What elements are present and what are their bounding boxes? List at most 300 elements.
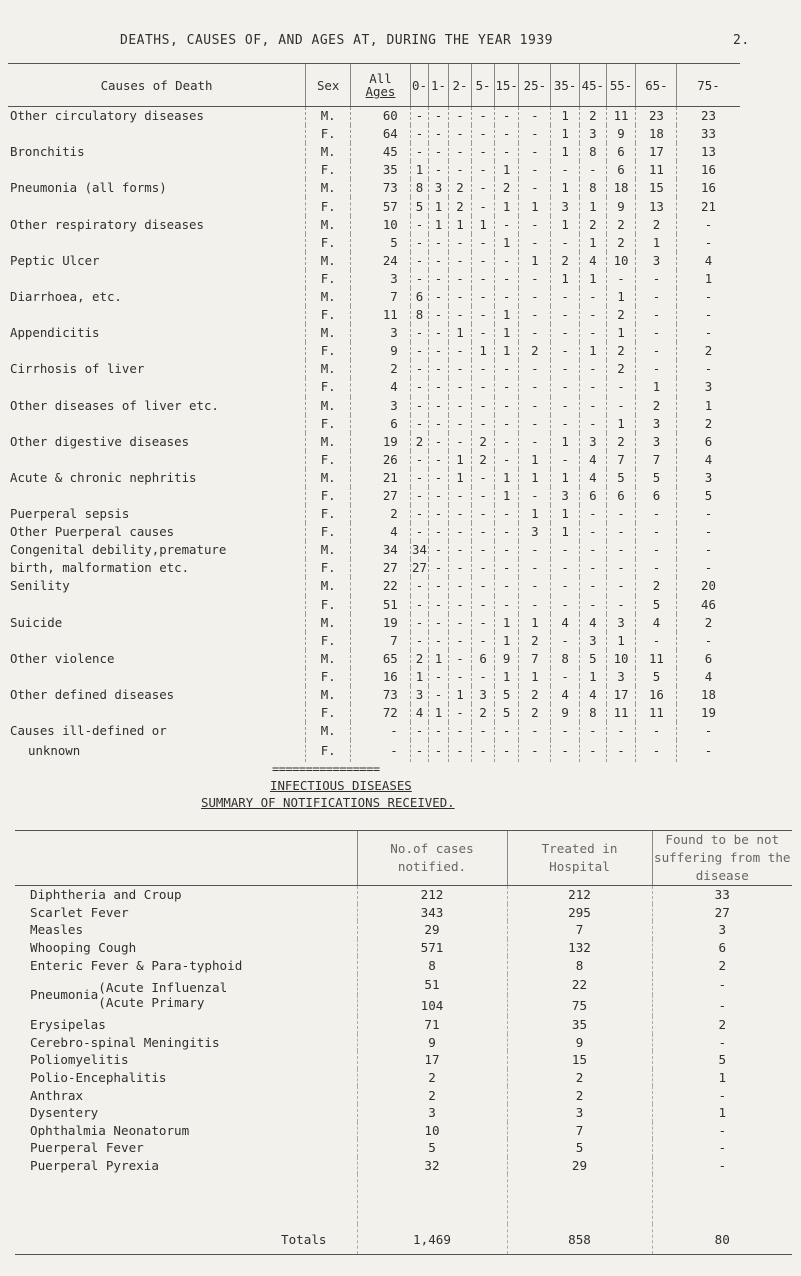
value-cell: 20 xyxy=(677,577,740,595)
value-cell: 3 xyxy=(652,921,792,939)
page-number: 2. xyxy=(733,33,750,48)
value-cell: - xyxy=(410,324,428,342)
cause-cell xyxy=(8,451,306,469)
value-cell: 8 xyxy=(579,704,606,722)
totals-value: 80 xyxy=(652,1224,792,1255)
table-row xyxy=(8,451,793,469)
value-cell: - xyxy=(410,451,428,469)
value-cell: 9 xyxy=(507,1034,652,1052)
blank-cell xyxy=(357,1174,507,1224)
value-cell: 34 xyxy=(410,541,428,559)
value-cell: 11 xyxy=(606,704,636,722)
value-cell: 1 xyxy=(494,234,519,252)
value-cell: 2 xyxy=(606,306,636,324)
value-cell: 1 xyxy=(519,505,551,523)
value-cell: - xyxy=(579,559,606,577)
value-cell: - xyxy=(410,505,428,523)
value-cell: - xyxy=(472,523,495,541)
value-cell: - xyxy=(606,541,636,559)
value-cell: 5 xyxy=(636,668,677,686)
value-cell: - xyxy=(677,324,740,342)
value-cell: 8 xyxy=(579,179,606,197)
value-cell: 571 xyxy=(357,939,507,957)
value-cell: 17 xyxy=(636,143,677,161)
value-cell: 1 xyxy=(494,342,519,360)
value-cell: - xyxy=(677,216,740,234)
value-cell: 5 xyxy=(636,596,677,614)
value-cell: - xyxy=(472,397,495,415)
column-header: Sex xyxy=(306,64,351,107)
sex-cell: M. xyxy=(306,179,351,197)
value-cell: - xyxy=(606,523,636,541)
value-cell: 33 xyxy=(652,886,792,904)
value-cell: - xyxy=(410,487,428,505)
cause-cell: Other diseases of liver etc. xyxy=(10,397,219,413)
value-cell: - xyxy=(448,487,472,505)
value-cell: 5 xyxy=(652,1051,792,1069)
value-cell: - xyxy=(494,740,519,762)
value-cell: - xyxy=(448,596,472,614)
value-cell: - xyxy=(551,360,580,378)
table-row xyxy=(8,614,793,632)
value-cell: - xyxy=(410,143,428,161)
disease-cell: Whooping Cough xyxy=(30,940,137,956)
cause-cell xyxy=(8,125,306,143)
value-cell: - xyxy=(429,559,448,577)
value-cell: - xyxy=(429,523,448,541)
value-cell: 27 xyxy=(410,559,428,577)
value-cell: - xyxy=(448,577,472,595)
value-cell: 4 xyxy=(677,668,740,686)
value-cell: 19 xyxy=(351,433,411,451)
value-cell: - xyxy=(551,397,580,415)
value-cell: - xyxy=(519,216,551,234)
value-cell: - xyxy=(551,324,580,342)
cause-cell: Bronchitis xyxy=(10,144,85,160)
value-cell: - xyxy=(579,324,606,342)
column-header: Found to be not suffering from the disease xyxy=(652,831,792,886)
value-cell: - xyxy=(429,360,448,378)
value-cell: - xyxy=(429,541,448,559)
value-cell: 1 xyxy=(606,324,636,342)
cause-cell xyxy=(8,270,306,288)
value-cell: 1 xyxy=(636,234,677,252)
value-cell: - xyxy=(579,722,606,740)
value-cell: 3 xyxy=(357,1104,507,1122)
value-cell: - xyxy=(429,143,448,161)
table-row xyxy=(15,1034,792,1052)
value-cell: - xyxy=(519,161,551,179)
infectious-header-row xyxy=(15,831,792,886)
value-cell: - xyxy=(410,632,428,650)
column-header: Causes of Death xyxy=(8,64,306,107)
value-cell: 1 xyxy=(519,668,551,686)
blank-cell xyxy=(507,1174,652,1224)
value-cell: 2 xyxy=(677,342,740,360)
value-cell: - xyxy=(472,415,495,433)
cause-cell xyxy=(8,487,306,505)
value-cell: - xyxy=(429,324,448,342)
column-header xyxy=(15,831,357,886)
value-cell: 1 xyxy=(551,143,580,161)
value-cell: 6 xyxy=(410,288,428,306)
value-cell: - xyxy=(448,740,472,762)
value-cell: - xyxy=(448,704,472,722)
value-cell: - xyxy=(494,270,519,288)
value-cell: - xyxy=(636,505,677,523)
value-cell: - xyxy=(410,596,428,614)
column-header: Treated in Hospital xyxy=(507,831,652,886)
value-cell: - xyxy=(606,740,636,762)
value-cell: 18 xyxy=(636,125,677,143)
value-cell: - xyxy=(448,342,472,360)
value-cell: - xyxy=(410,270,428,288)
value-cell: 4 xyxy=(677,451,740,469)
sex-cell: F. xyxy=(306,704,351,722)
value-cell: - xyxy=(606,378,636,396)
value-cell: 2 xyxy=(519,342,551,360)
value-cell: 13 xyxy=(677,143,740,161)
value-cell: - xyxy=(448,270,472,288)
column-header: 0- xyxy=(410,64,428,107)
value-cell: - xyxy=(410,252,428,270)
value-cell: - xyxy=(472,360,495,378)
value-cell: 295 xyxy=(507,904,652,922)
value-cell: 18 xyxy=(606,179,636,197)
value-cell: 1 xyxy=(551,469,580,487)
totals-value: 858 xyxy=(507,1224,652,1255)
value-cell: 3 xyxy=(351,270,411,288)
value-cell: - xyxy=(448,252,472,270)
value-cell: 1 xyxy=(551,433,580,451)
value-cell: 35 xyxy=(351,161,411,179)
value-cell: - xyxy=(429,577,448,595)
value-cell: 2 xyxy=(636,216,677,234)
value-cell: 8 xyxy=(410,179,428,197)
value-cell: 2 xyxy=(519,686,551,704)
value-cell: - xyxy=(551,596,580,614)
value-cell: - xyxy=(448,378,472,396)
disease-cell: Ophthalmia Neonatorum xyxy=(30,1122,190,1138)
value-cell: 22 xyxy=(351,577,411,595)
table-row xyxy=(8,523,793,541)
pneumonia-subtype: (Acute Influenzal xyxy=(98,979,228,995)
sex-cell: F. xyxy=(306,306,351,324)
value-cell: - xyxy=(472,487,495,505)
value-cell: 6 xyxy=(606,143,636,161)
value-cell: 2 xyxy=(579,216,606,234)
sex-cell: F. xyxy=(306,270,351,288)
column-header: 5- xyxy=(472,64,495,107)
value-cell: 10 xyxy=(606,252,636,270)
value-cell: - xyxy=(410,107,428,126)
value-cell: - xyxy=(410,722,428,740)
value-cell: 26 xyxy=(351,451,411,469)
cause-cell: Cirrhosis of liver xyxy=(10,361,145,377)
value-cell: - xyxy=(429,505,448,523)
value-cell: 21 xyxy=(351,469,411,487)
value-cell: - xyxy=(519,288,551,306)
value-cell: - xyxy=(677,306,740,324)
value-cell: 1 xyxy=(494,324,519,342)
table-row xyxy=(8,650,793,668)
value-cell: 2 xyxy=(410,650,428,668)
value-cell: - xyxy=(519,397,551,415)
table-row xyxy=(15,1157,792,1175)
value-cell: - xyxy=(351,740,411,762)
value-cell: - xyxy=(494,125,519,143)
value-cell: - xyxy=(494,596,519,614)
value-cell: - xyxy=(519,541,551,559)
column-header: 55- xyxy=(606,64,636,107)
spacer-row xyxy=(15,1174,792,1224)
table-row xyxy=(8,433,793,451)
value-cell: 60 xyxy=(351,107,411,126)
value-cell: 4 xyxy=(677,252,740,270)
value-cell: 3 xyxy=(429,179,448,197)
value-cell: 4 xyxy=(579,686,606,704)
value-cell: - xyxy=(519,577,551,595)
value-cell: - xyxy=(636,306,677,324)
value-cell: 1 xyxy=(677,270,740,288)
value-cell: - xyxy=(677,740,740,762)
value-cell: 11 xyxy=(606,107,636,126)
value-cell: - xyxy=(448,505,472,523)
value-cell: - xyxy=(494,288,519,306)
value-cell: - xyxy=(636,324,677,342)
table-row xyxy=(8,143,793,161)
cause-cell: Appendicitis xyxy=(10,325,100,341)
value-cell: - xyxy=(429,125,448,143)
value-cell: - xyxy=(429,378,448,396)
value-cell: 32 xyxy=(357,1157,507,1175)
value-cell: - xyxy=(551,722,580,740)
sex-cell: M. xyxy=(306,722,351,740)
value-cell: 8 xyxy=(551,650,580,668)
value-cell: 1 xyxy=(606,632,636,650)
value-cell: - xyxy=(429,397,448,415)
value-cell: 19 xyxy=(351,614,411,632)
cause-cell xyxy=(8,596,306,614)
value-cell: 8 xyxy=(410,306,428,324)
sex-cell: F. xyxy=(306,668,351,686)
table-row xyxy=(15,1139,792,1157)
value-cell: 2 xyxy=(519,704,551,722)
value-cell: 5 xyxy=(494,704,519,722)
value-cell: - xyxy=(448,433,472,451)
value-cell: 3 xyxy=(606,668,636,686)
sex-cell: M. xyxy=(306,288,351,306)
value-cell: 1 xyxy=(579,668,606,686)
table-row xyxy=(15,921,792,939)
value-cell: - xyxy=(429,686,448,704)
sex-cell: M. xyxy=(306,686,351,704)
value-cell: - xyxy=(579,596,606,614)
sex-cell: F. xyxy=(306,342,351,360)
value-cell: 2 xyxy=(606,433,636,451)
value-cell: 4 xyxy=(410,704,428,722)
value-cell: 2 xyxy=(606,216,636,234)
table-row xyxy=(15,1069,792,1087)
value-cell: 2 xyxy=(472,433,495,451)
cause-cell xyxy=(8,234,306,252)
value-cell: 5 xyxy=(357,1139,507,1157)
value-cell: 7 xyxy=(606,451,636,469)
value-cell: - xyxy=(519,324,551,342)
disease-cell: Polio-Encephalitis xyxy=(30,1070,167,1086)
value-cell: 51 xyxy=(357,974,507,995)
value-cell: - xyxy=(448,650,472,668)
value-cell: - xyxy=(579,505,606,523)
value-cell: 16 xyxy=(636,686,677,704)
value-cell: 1 xyxy=(519,252,551,270)
sex-cell: F. xyxy=(306,415,351,433)
value-cell: - xyxy=(579,360,606,378)
value-cell: 5 xyxy=(579,650,606,668)
value-cell: - xyxy=(351,722,411,740)
table-row xyxy=(8,577,793,595)
value-cell: - xyxy=(519,360,551,378)
value-cell: 1 xyxy=(606,288,636,306)
value-cell: - xyxy=(606,577,636,595)
table-row xyxy=(15,1051,792,1069)
cause-cell: Senility xyxy=(10,578,70,594)
value-cell: 212 xyxy=(507,886,652,904)
value-cell: - xyxy=(494,559,519,577)
value-cell: - xyxy=(472,179,495,197)
sex-cell: F. xyxy=(306,523,351,541)
cause-cell xyxy=(8,197,306,215)
value-cell: 1 xyxy=(652,1069,792,1087)
value-cell: 18 xyxy=(677,686,740,704)
value-cell: - xyxy=(448,415,472,433)
value-cell: - xyxy=(551,668,580,686)
value-cell: - xyxy=(410,360,428,378)
value-cell: - xyxy=(579,523,606,541)
table-row xyxy=(8,270,793,288)
value-cell: - xyxy=(448,722,472,740)
value-cell: - xyxy=(448,397,472,415)
table-row xyxy=(8,342,793,360)
value-cell: - xyxy=(519,596,551,614)
value-cell: - xyxy=(579,306,606,324)
value-cell: - xyxy=(652,1034,792,1052)
value-cell: - xyxy=(410,378,428,396)
value-cell: 27 xyxy=(351,487,411,505)
value-cell: 4 xyxy=(351,523,411,541)
table-row xyxy=(8,740,793,762)
value-cell: - xyxy=(677,505,740,523)
value-cell: - xyxy=(472,668,495,686)
value-cell: - xyxy=(551,541,580,559)
value-cell: - xyxy=(472,107,495,126)
value-cell: - xyxy=(494,415,519,433)
value-cell: - xyxy=(429,161,448,179)
sex-cell: M. xyxy=(306,143,351,161)
value-cell: 1 xyxy=(472,216,495,234)
value-cell: - xyxy=(494,143,519,161)
value-cell: 33 xyxy=(677,125,740,143)
value-cell: 1 xyxy=(652,1104,792,1122)
cause-cell: Acute & chronic nephritis xyxy=(10,469,197,485)
sex-cell: M. xyxy=(306,397,351,415)
cause-cell: Causes ill-defined or xyxy=(10,723,167,739)
blank-cell xyxy=(652,1174,792,1224)
table-row xyxy=(8,234,793,252)
value-cell: - xyxy=(636,270,677,288)
cause-cell: Congenital debility,premature xyxy=(10,542,227,558)
value-cell: 1 xyxy=(579,270,606,288)
value-cell: 10 xyxy=(606,650,636,668)
disease-cell: Enteric Fever & Para-typhoid xyxy=(30,957,243,973)
value-cell: 1 xyxy=(494,469,519,487)
totals-value: 1,469 xyxy=(357,1224,507,1255)
sex-cell: F. xyxy=(306,559,351,577)
value-cell: - xyxy=(472,234,495,252)
value-cell: 343 xyxy=(357,904,507,922)
value-cell: 6 xyxy=(606,487,636,505)
value-cell: 1 xyxy=(494,306,519,324)
value-cell: - xyxy=(652,1086,792,1104)
value-cell: 29 xyxy=(357,921,507,939)
value-cell: - xyxy=(606,505,636,523)
value-cell: 5 xyxy=(410,197,428,215)
value-cell: 22 xyxy=(507,974,652,995)
value-cell: - xyxy=(519,378,551,396)
table-row xyxy=(8,415,793,433)
deaths-table xyxy=(8,63,793,762)
value-cell: - xyxy=(472,378,495,396)
sex-cell: F. xyxy=(306,740,351,762)
table-row xyxy=(15,956,792,974)
value-cell: - xyxy=(519,179,551,197)
value-cell: 4 xyxy=(579,252,606,270)
value-cell: - xyxy=(410,125,428,143)
value-cell: - xyxy=(429,632,448,650)
value-cell: - xyxy=(636,360,677,378)
sex-cell: M. xyxy=(306,324,351,342)
column-header: 1- xyxy=(429,64,448,107)
value-cell: 1 xyxy=(519,197,551,215)
value-cell: - xyxy=(472,632,495,650)
value-cell: 9 xyxy=(606,125,636,143)
value-cell: 4 xyxy=(579,451,606,469)
value-cell: 3 xyxy=(551,487,580,505)
value-cell: 27 xyxy=(351,559,411,577)
value-cell: 2 xyxy=(507,1069,652,1087)
value-cell: - xyxy=(677,632,740,650)
value-cell: 2 xyxy=(472,451,495,469)
value-cell: 2 xyxy=(551,252,580,270)
cause-cell: unknown xyxy=(28,743,81,759)
sex-cell: F. xyxy=(306,234,351,252)
sex-cell: M. xyxy=(306,216,351,234)
value-cell: 5 xyxy=(507,1139,652,1157)
disease-cell: Dysentery xyxy=(30,1105,99,1121)
cause-cell: Other defined diseases xyxy=(10,687,175,703)
value-cell: - xyxy=(448,143,472,161)
value-cell: - xyxy=(494,252,519,270)
value-cell: - xyxy=(677,722,740,740)
sex-cell: F. xyxy=(306,378,351,396)
disease-cell: Puerperal Fever xyxy=(30,1140,144,1156)
cause-cell xyxy=(8,632,306,650)
value-cell: 23 xyxy=(677,107,740,126)
table-row xyxy=(8,107,793,126)
value-cell: - xyxy=(551,740,580,762)
value-cell: 15 xyxy=(507,1051,652,1069)
value-cell: 21 xyxy=(677,197,740,215)
